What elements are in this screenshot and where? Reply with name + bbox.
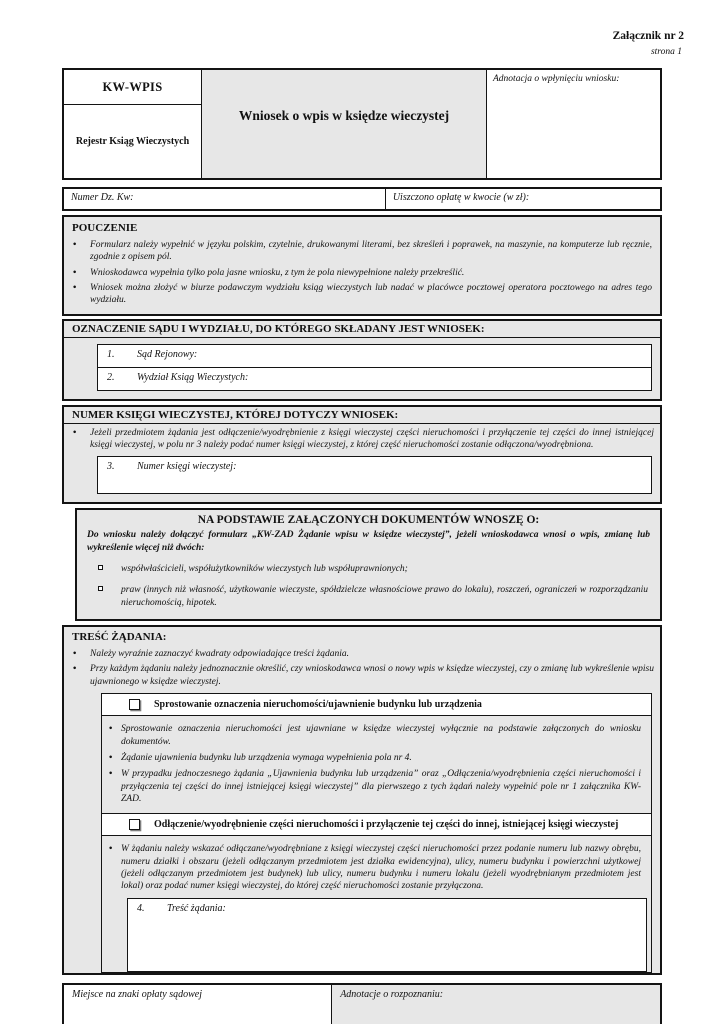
field-number: 3. [107, 461, 115, 473]
section-court [62, 319, 662, 401]
attachment-label: Załącznik nr 2 [612, 30, 684, 42]
land-register-division-field[interactable] [97, 367, 652, 391]
request-basis-item [85, 584, 652, 609]
section-register-number-title: NUMER KSIĘGI WIECZYSTEJ, KTÓREJ DOTYCZY WNIOSEK: [64, 407, 660, 424]
instruction-bullet: • Formularz należy wypełnić w języku polskim, czytelnie, drukowanymi literami, bez skreśleń i poprawek, na maszynie, na komputerze lub ręcznie, zgodnie z opisem pól. [64, 239, 658, 264]
instruction-bullet: • Wniosek można złożyć w biurze podawczym wydziału ksiąg wieczystych lub nadać w placówce pocztowej operatora pocztowego na adres tego wydziału. [64, 282, 658, 307]
fee-paid-field[interactable] [386, 189, 660, 209]
examination-annotations-area[interactable] [332, 985, 660, 1024]
option-detachment-of-property-part[interactable] [102, 814, 651, 836]
instruction-bullet: • Sprostowanie oznaczenia nieruchomości jest ujawniane w księdze wieczystej wyłącznie na podstawie załączonych do wniosku dokumentów. [106, 723, 647, 748]
section-pouczenie-title: POUCZENIE [72, 222, 138, 234]
option-notes [102, 836, 651, 971]
district-court-label: Sąd Rejonowy: [137, 348, 198, 360]
request-basis-item-text: praw (innych niż własność, użytkowanie wieczyste, spółdzielcze własnościowe prawo do lokalu), roszczeń, ograniczeń w rozporządzaniu nieruchomością, hipotek. [121, 585, 648, 608]
section-request-content [62, 625, 662, 974]
arrival-annotation-field[interactable] [487, 70, 660, 178]
corner-note [613, 30, 684, 57]
form-content [62, 68, 662, 1024]
request-content-field[interactable] [127, 898, 647, 972]
court-fields [97, 344, 652, 391]
instruction-bullet: • Żądanie ujawnienia budynku lub urządzenia wymaga wypełnienia pola nr 4. [106, 752, 647, 764]
checkbox-icon[interactable] [129, 699, 140, 710]
option-label: Sprostowanie oznaczenia nieruchomości/ujawnienie budynku lub urządzenia [154, 699, 482, 711]
case-number-field[interactable] [64, 189, 386, 209]
registry-label: Rejestr Ksiąg Wieczystych [75, 136, 190, 147]
request-basis-intro: Do wniosku należy dołączyć formularz „KW-ZAD Żądanie wpisu w księdze wieczystej”, jeżeli wnioskodawca wnosi o wpis, zmianę lub wykreślenie więcej niż dwóch: [87, 530, 650, 553]
section-register-number [62, 405, 662, 505]
examination-annotations-label: Adnotacje o rozpoznaniu: [340, 988, 444, 1000]
case-number-label: Numer Dz. Kw: [71, 192, 134, 203]
field-number: 1. [107, 348, 115, 360]
court-fee-stamps-label: Miejsce na znaki opłaty sądowej [72, 988, 202, 1000]
request-options-panel [101, 693, 652, 972]
section-court-title: OZNACZENIE SĄDU I WYDZIAŁU, DO KTÓREGO SKŁADANY JEST WNIOSEK: [64, 321, 660, 338]
arrival-annotation-label: Adnotacja o wpłynięciu wniosku: [493, 74, 620, 84]
section-request-basis [75, 508, 662, 621]
district-court-field[interactable] [97, 344, 652, 368]
section-pouczenie [62, 215, 662, 316]
register-number-label: Numer księgi wieczystej: [137, 461, 237, 473]
request-basis-item-text: współwłaścicieli, współużytkowników wieczystych lub współuprawnionych; [121, 564, 408, 575]
page-number-label: strona 1 [650, 47, 682, 57]
court-fee-stamps-area[interactable] [64, 985, 332, 1024]
square-bullet-icon [98, 586, 103, 591]
instruction-bullet: • W żądaniu należy wskazać odłączane/wyodrębniane z księgi wieczystej części nieruchomości przez podanie numeru lub nazwy obrębu, numeru działki i obszaru (jeżeli odłączanym przedmiotem jest działka ewidencyjna), ulicy, numeru budynku i powierzchni użytkowej (jeżeli odłączanym przedmiotem jest budynek) lub ulicy, numeru budynku i numeru lokalu (jeżeli wyodrębnianym przedmiotem jest lokal) oraz podać numer księgi wieczystej, do której część nieruchomości zostanie przyłączona. [106, 843, 647, 892]
form-code: KW-WPIS [64, 70, 201, 105]
option-correction-of-property-designation[interactable] [102, 694, 651, 716]
request-basis-item [85, 563, 652, 575]
instruction-bullet: • Jeżeli przedmiotem żądania jest odłączenie/wyodrębnienie z księgi wieczystej części nieruchomości i przyłączenie tej części do innej istniejącej księgi wieczystej, w polu nr 3 należy podać numer księgi wieczystej, z której część nieruchomości zostanie odłączona/wyodrębniona. [64, 427, 660, 452]
instruction-bullet: • Należy wyraźnie zaznaczyć kwadraty odpowiadające treści żądania. [64, 648, 660, 660]
instruction-bullet: • W przypadku jednoczesnego żądania „Ujawnienia budynku lub urządzenia” oraz „Odłączenia/wyodrębnienia części nieruchomości i przyłączenia tej części do innej istniejącej księgi wieczystej” dla pierwszego z tych żądań należy wypełnić pole nr 1 załącznika KW-ZAD. [106, 768, 647, 805]
square-bullet-icon [98, 565, 103, 570]
option-notes [102, 716, 651, 814]
form-title: Wniosek o wpis w księdze wieczystej [202, 70, 487, 178]
instruction-bullet: • Wnioskodawca wypełnia tylko pola jasne wniosku, z tym że pola niewypełnione należy przekreślić. [64, 267, 658, 279]
case-fee-row [62, 187, 662, 211]
checkbox-icon[interactable] [129, 819, 140, 830]
section-request-basis-title: NA PODSTAWIE ZAŁĄCZONYCH DOKUMENTÓW WNOSZĘ O: [197, 514, 540, 527]
option-label: Odłączenie/wyodrębnienie części nieruchomości i przyłączenie tej części do innej, istniejącej księgi wieczystej [154, 819, 619, 831]
instruction-bullet: • Przy każdym żądaniu należy jednoznacznie określić, czy wnioskodawca wnosi o nowy wpis w księdze wieczystej, czy o zmianę lub wykreślenie wpisu ujawnionego w księdze wieczystej. [64, 663, 660, 688]
request-content-label: Treść żądania: [167, 902, 226, 914]
form-header [62, 68, 662, 180]
form-footer [62, 983, 662, 1024]
field-number: 4. [137, 902, 145, 914]
land-register-division-label: Wydział Ksiąg Wieczystych: [137, 371, 249, 383]
fee-paid-label: Uiszczono opłatę w kwocie (w zł): [392, 192, 530, 203]
field-number: 2. [107, 371, 115, 383]
form-code-column [64, 70, 202, 178]
section-request-content-title: TREŚĆ ŻĄDANIA: [72, 631, 167, 644]
register-number-field[interactable] [97, 456, 652, 494]
